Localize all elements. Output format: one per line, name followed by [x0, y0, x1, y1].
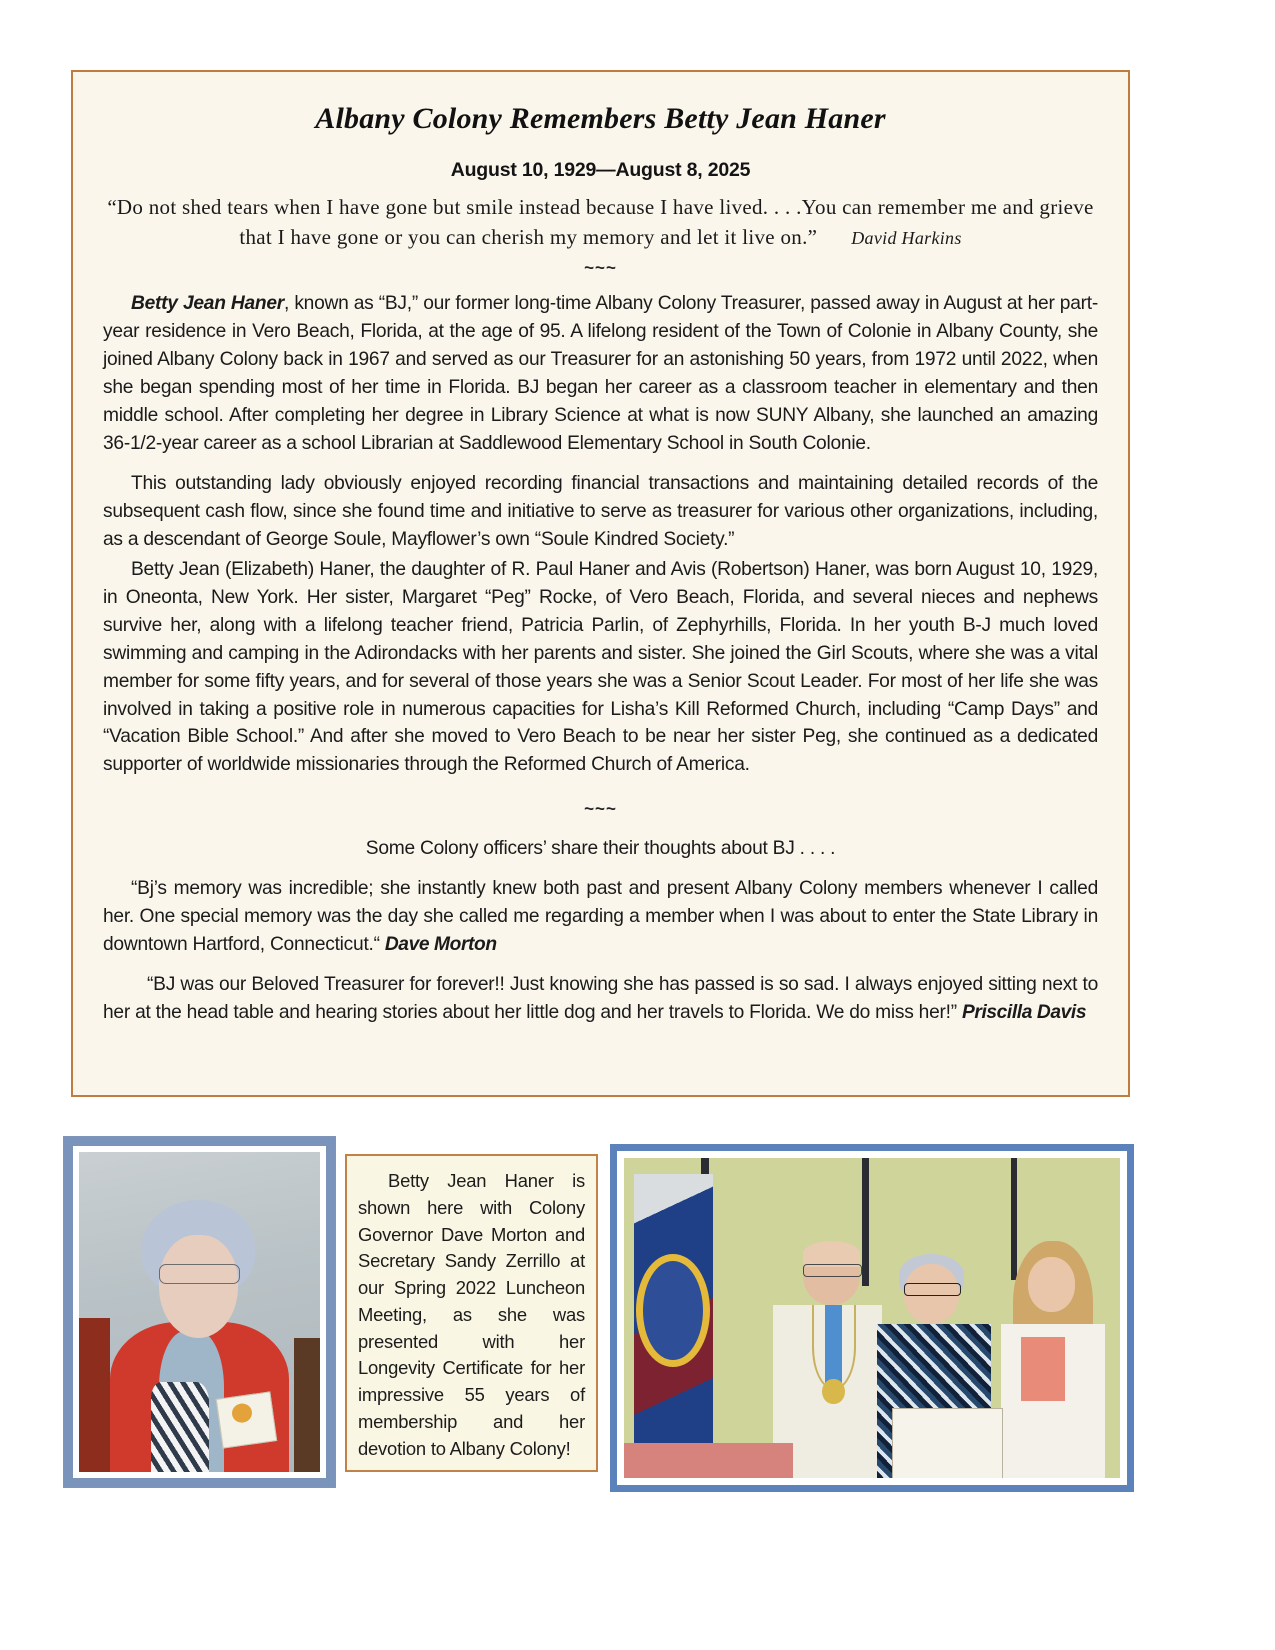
paragraph-1-text: , known as “BJ,” our former long-time Albany Colony Treasurer, passed away in August at her part-year residence in Vero Beach, Florida, at the age of 95. A lifelong resident of the Town of Colonie in Albany County, she joined Albany Colony back in 1967 and served as our Treasurer for an astonishing 50 years, from 1972 until 2022, when she began spending most of her time in Florida. BJ began her career as a classroom teacher in elementary and then middle school. After completing her degree in Library Science at what is now SUNY Albany, she launched an amazing 36-1/2-year career as a school Librarian at Saddlewood Elementary School in South Colonie.: [103, 293, 1098, 455]
quote-2-text: “BJ was our Beloved Treasurer for forever!! Just knowing she has passed is so sad. I always enjoyed sitting next to her at the head table and hearing stories about her little dog and her travels to Florida. We do miss her!”: [103, 974, 1098, 1023]
wall-stripe-3: [1011, 1158, 1017, 1280]
epitaph-text: “Do not shed tears when I have gone but smile instead because I have lived. . . .You can remember me and grieve that I have gone or you can cherish my memory and let it live on.”: [107, 194, 1094, 249]
paragraph-2: This outstanding lady obviously enjoyed recording financial transactions and maintaining detailed records of the subsequent cash flow, since she found time and initiative to serve as treasurer for various other organizations, including, as a descendant of George Soule, Mayflower’s own “Soule Kindred Society.”: [103, 473, 1098, 550]
governor-medal-icon: [822, 1379, 844, 1405]
portrait-photo-frame: [64, 1137, 335, 1487]
award-photo-mat: [617, 1151, 1127, 1485]
portrait-patterned-scarf: [151, 1382, 209, 1472]
governor-hair: [803, 1241, 860, 1267]
secretary-face: [1028, 1257, 1075, 1311]
table-banner: [624, 1443, 793, 1478]
epitaph-quote: [103, 192, 1098, 253]
divider-squiggle-mid: ~~~: [584, 799, 617, 819]
life-dates: August 10, 1929—August 8, 2025: [450, 158, 751, 181]
portrait-background-left: [79, 1318, 110, 1472]
paragraph-1: [103, 290, 1098, 458]
award-photo-frame: [610, 1144, 1134, 1492]
portrait-photo-image: [79, 1152, 320, 1472]
photo-caption-row: [0, 1130, 1275, 1530]
page-title: Albany Colony Remembers Betty Jean Haner: [315, 102, 886, 135]
honoree-glasses-icon: [904, 1283, 961, 1296]
memorial-article-panel: [71, 70, 1130, 1097]
portrait-chair-right: [294, 1338, 321, 1472]
portrait-photo-mat: [73, 1146, 326, 1478]
obituary-body: [103, 290, 1098, 1027]
quote-2: [103, 971, 1098, 1027]
quote-1: [103, 875, 1098, 959]
quote-2-attribution: Priscilla Davis: [961, 1002, 1087, 1023]
subject-name: Betty Jean Haner: [131, 293, 285, 315]
glasses-icon: [159, 1264, 241, 1284]
portrait-face: [159, 1235, 239, 1337]
photo-caption-box: [345, 1154, 598, 1472]
badge-emblem-icon: [230, 1402, 253, 1424]
paragraph-3: Betty Jean (Elizabeth) Haner, the daughter of R. Paul Haner and Avis (Robertson) Haner, was born August 10, 1929, in Oneonta, New York. Her sister, Margaret “Peg” Rocke, of Vero Beach, Florida, and several nieces and nephews survive her, along with a lifelong teacher friend, Patricia Parlin, of Zephyrhills, Florida. In her youth B-J much loved swimming and camping in the Adirondacks with her parents and sister. She joined the Girl Scouts, where she was a vital member for some fifty years, and for several of those years she was a Senior Scout Leader. For most of her life she was involved in taking a positive role in numerous capacities for Lisha’s Kill Reformed Church, including “Camp Days” and “Vacation Bible School.” And after she moved to Vero Beach to be near her sister Peg, she continued as a dedicated supporter of worldwide missionaries through the Reformed Church of America.: [103, 558, 1098, 776]
photo-caption-text: Betty Jean Haner is shown here with Colony Governor Dave Morton and Secretary Sandy Zerrillo at our Spring 2022 Luncheon Meeting, as she was presented with her Longevity Certificate for her impressive 55 years of membership and her devotion to Albany Colony!: [358, 1170, 585, 1459]
longevity-certificate: [892, 1408, 1003, 1478]
officers-intro: Some Colony officers’ share their thoughts about BJ . . . .: [365, 838, 836, 860]
wall-stripe-2: [862, 1158, 868, 1286]
epitaph-attribution: David Harkins: [851, 227, 962, 248]
portrait-name-badge: [216, 1392, 277, 1449]
quote-1-attribution: Dave Morton: [384, 934, 497, 956]
governor-glasses-icon: [803, 1264, 862, 1277]
secretary-blouse: [1021, 1337, 1066, 1401]
award-photo-image: [624, 1158, 1120, 1478]
flag-seal-icon: [636, 1254, 710, 1367]
quote-1-text: “Bj’s memory was incredible; she instantly knew both past and present Albany Colony members whenever I called her. One special memory was the day she called me regarding a member when I was about to enter the State Library in downtown Hartford, Connecticut.“: [103, 878, 1098, 956]
divider-squiggle-top: ~~~: [584, 258, 617, 278]
